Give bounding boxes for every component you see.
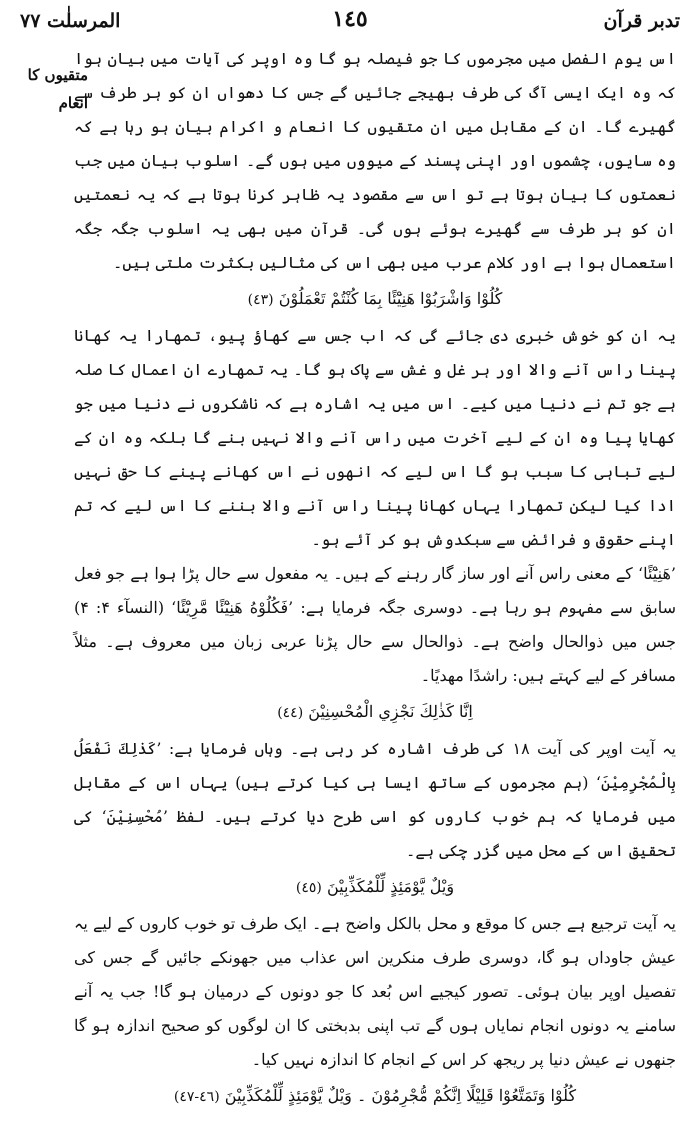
verse-number: (٤٥): [295, 880, 322, 896]
paragraph: یہ آیت اوپر کی آیت ۱۸ کی طرف اشارہ کر رہی ہے۔ وہاں فرمایا ہے: ’كَذٰلِكَ نَفْعَلُ بِالْمُجْرِمِيْنَ‘ (ہم مجرموں کے ساتھ ایسا ہی کیا کرتے ہیں) یہاں اس کے مقابل میں فرمایا کہ ہم خوب کاروں کو اسی طرح دیا کرتے ہیں۔ لفظ ’مُحْسِنِيْنَ‘ کی تحقیق اس کے محل میں گزر چکی ہے۔: [74, 739, 676, 860]
side-note: انعام: [58, 94, 88, 112]
verse-text: كُلُوْا وَاشْرَبُوْا هَنِيْٓئًا بِمَا كُنْتُمْ تَعْمَلُوْنَ: [278, 289, 503, 308]
page-number: ١٤٥: [332, 6, 368, 32]
quran-verse: [74, 868, 676, 907]
quran-verse: [74, 280, 676, 319]
verse-number: (٤٤): [277, 705, 304, 721]
verse-number: (٤٣): [247, 292, 274, 308]
paragraph: یہ ان کو خوش خبری دی جائے گی کہ اب جس سے کھاؤ پیو، تمھارا یہ کھانا پینا راس آنے والا اور ہر غل و غش سے پاک ہو گا۔ یہ تمھارے ان اعمال کا صلہ ہے جو تم نے دنیا میں کیے۔ اس میں یہ اشارہ ہے کہ ناشکروں نے دنیا میں جو کھایا پیا وہ ان کے لیے آخرت میں راس آنے والا نہیں بنے گا بلکہ وہ ان کے لیے تباہی کا سبب ہو گا اس لیے کہ انھوں نے اس کھانے پینے کا حق نہیں ادا کیا لیکن تمھارا یہاں کھانا پینا راس آنے والا بننے کا اس لیے کہ تم اپنے حقوق و فرائض سے سبکدوش ہو کر آئے ہو۔: [74, 326, 677, 549]
quran-verse: [74, 693, 676, 732]
quran-verse: [74, 1077, 676, 1116]
verse-text: كُلُوْا وَتَمَتَّعُوْا قَلِيْلًا اِنَّكُمْ مُّجْرِمُوْنَ ۔ وَيْلٌ يَّوْمَئِذٍ لِّلْمُكَذِّبِيْنَ: [224, 1086, 577, 1105]
verse-text: اِنَّا كَذٰلِكَ نَجْزِي الْمُحْسِنِيْنَ: [308, 702, 473, 721]
surah-name: المرسلٰت ٧٧: [20, 10, 121, 32]
paragraph: اس یوم الفصل میں مجرموں کا جو فیصلہ ہو گا وہ اوپر کی آیات میں بیان ہوا کہ وہ ایک ایسی آگ کی طرف بھیجے جائیں گے جس کا دھواں ان کو ہر طرف سے گھیرے گا۔ ان کے مقابل میں ان متقیوں کا انعام و اکرام بیان ہو رہا ہے کہ وہ سایوں، چشموں اور اپنی پسند کے میووں میں ہوں گے۔ اسلوب بیان میں جب نعمتوں کا بیان ہوتا ہے تو اس سے مقصود یہ ظاہر کرنا ہوتا ہے کہ یہ نعمتیں ان کو ہر طرف سے گھیرے ہوئے ہوں گی۔ قرآن میں بھی یہ اسلوب جگہ جگہ استعمال ہوا ہے اور کلام عرب میں بھی اس کی مثالیں بکثرت ملتی ہیں۔: [74, 49, 676, 272]
page-header: [20, 6, 680, 40]
book-title: تدبر قرآن: [603, 10, 680, 32]
paragraph: یہ آیت ترجیع ہے جس کا موقع و محل بالکل واضح ہے۔ ایک طرف تو خوب کاروں کے لیے یہ عیش جاوداں ہو گا، دوسری طرف منکرین اس عذاب میں جھونکے جائیں گے جس کی تفصیل اوپر بیان ہوئی۔ تصور کیجیے اس بُعد کا جو دونوں کے درمیان ہو گا! جب یہ آنے سامنے یہ دونوں انجام نمایاں ہوں گے تب اپنی بدبختی کا ان لوگوں کو صحیح اندازہ ہو گا جنھوں نے عیش دنیا پر ریجھ کر اس کے انجام کا اندازہ نہیں کیا۔: [74, 914, 676, 1069]
verse-number: (٤٦-٤٧): [173, 1089, 220, 1105]
side-note: متقیوں کا: [27, 66, 88, 84]
commentary-body: [74, 42, 676, 1116]
verse-text: وَيْلٌ يَّوْمَئِذٍ لِّلْمُكَذِّبِيْنَ: [326, 877, 455, 896]
paragraph: ’هَنِيْٓئًا‘ کے معنی راس آنے اور ساز گار رہنے کے ہیں۔ یہ مفعول سے حال پڑا ہوا ہے جو فعل سابق سے مفہوم ہو رہا ہے۔ دوسری جگہ فرمایا ہے: ’فَكُلُوْهُ هَنِيْٓئًا مَّرِيْٓئًا‘ (النسآء ۴: ۴) جس میں ذوالحال واضح ہے۔ ذوالحال سے حال پڑنا عربی زبان میں معروف ہے۔ مثلاً مسافر کے لیے کہتے ہیں: راشدًا مهديًا۔: [74, 564, 676, 685]
